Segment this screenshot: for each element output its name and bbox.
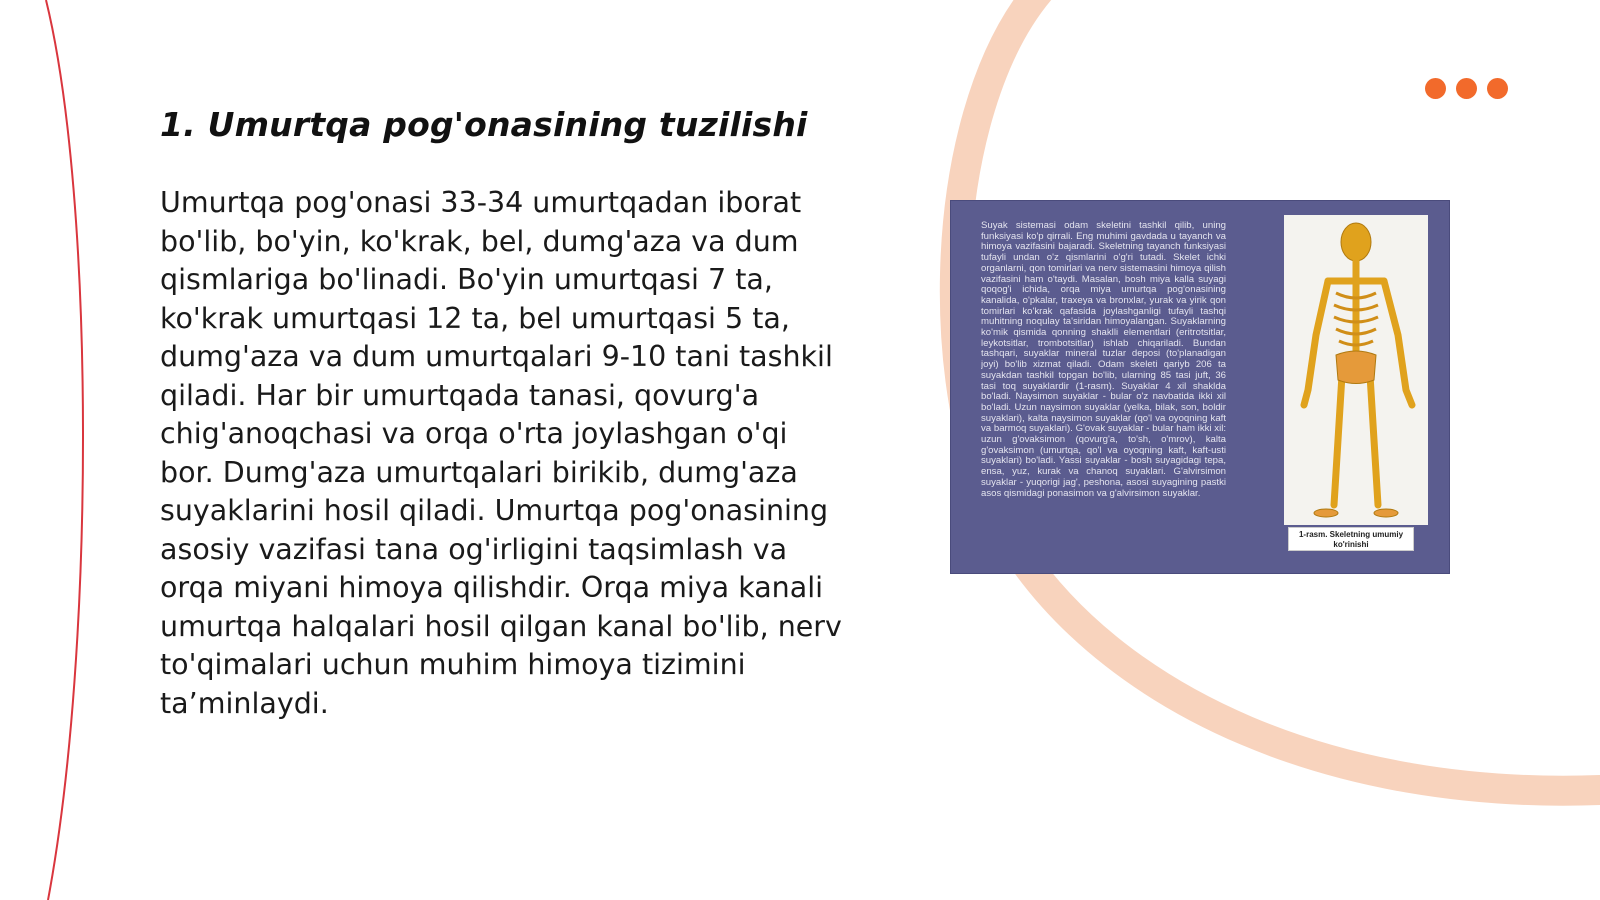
dot-1 xyxy=(1425,78,1446,99)
skeleton-figure-image xyxy=(950,200,1450,574)
figure-text: Suyak sistemasi odam skeletini tashkil qilib, uning funksiyasi ko'p qirrali. Eng muhimi gavdada u tayanch va himoya vazifasini bajaradi. Skeletning tayanch funksiyasi tufayli undan o'z qismlarini o'g'ri tutadi. Skelet ichki organlarni, qon tomirlari va nerv sistemasini himoya qilish vazifasini ham o'taydi. Masalan, bosh miya kalla suyagi qoqog'i ichida, orqa miya umurtqa pog'onasining kanalida, o'pkalar, traxeya va bronxlar, yurak va yirik qon tomirlari ko'krak qafasida joylashganligi tufayli tashqi muhitning noqulay ta'siridan himoyalangan. Suyaklarning ko'mik qismida qonning shaklli elementlari (eritrotsitlar, leykotsitlar, trombotsitlar) ishlab chiqariladi. Bundan tashqari, suyaklar mineral tuzlar deposi (to'planadigan joyi) bo'lib xizmat qiladi. Odam skeleti qariyb 206 ta suyakdan tashkil topgan bo'lib, ularning 85 tasi juft, 36 tasi toq suyaklardir (1-rasm). Suyaklar 4 xil shaklda bo'ladi. Naysimon suyaklar - bular o'z navbatida ikki xil bo'ladi. Uzun naysimon suyaklar (yelka, bilak, son, boldir suyaklari), kalta naysimon suyaklar (qo'l va oyoqning kaft va barmoq suyaklari). G'ovak suyaklar - bular ham ikki xil: uzun g'ovaksimon (qovurg'a, to'sh, o'mrov), kalta g'ovaksimon (umurtqa, qo'l va oyoqning kaft, kaft-usti suyaklari) bo'ladi. Yassi suyaklar - bosh suyagidagi tepa, ensa, yuz, kurak va chanoq suyaklari. G'alvirsimon suyaklar - yuqorigi jag', peshona, asosi suyagining pastki asos qismidagi ponasimon va g'alvirsimon suyaklar. xyxy=(981,221,1226,499)
slide-title: 1. Umurtqa pog'onasining tuzilishi xyxy=(160,105,808,144)
dot-3 xyxy=(1487,78,1508,99)
figure-caption: 1-rasm. Skeletning umumiy ko'rinishi xyxy=(1288,527,1414,551)
red-curve-line xyxy=(46,0,83,900)
dot-2 xyxy=(1456,78,1477,99)
slide-body-text: Umurtqa pog'onasi 33-34 umurtqadan iborat bo'lib, bo'yin, ko'krak, bel, dumg'aza va dum qismlariga bo'linadi. Bo'yin umurtqasi 7 ta, ko'krak umurtqasi 12 ta, bel umurtqasi 5 ta, dumg'aza va dum umurtqalari 9-10 tani tashkil qiladi. Har bir umurtqada tanasi, qovurg'a chig'anoqchasi va orqa o'rta joylashgan o'qi bor. Dumg'aza umurtqalari birikib, dumg'aza suyaklarini hosil qiladi. Umurtqa pog'onasining asosiy vazifasi tana og'irligini taqsimlash va orqa miyani himoya qilishdir. Orqa miya kanali umurtqa halqalari hosil qilgan kanal bo'lib, nerv to'qimalari uchun muhim himoya tizimini ta’minlaydi. xyxy=(160,186,842,720)
skeleton-illustration-panel xyxy=(1284,215,1428,525)
skeleton-icon xyxy=(1284,215,1428,525)
dots-decoration xyxy=(1425,78,1508,99)
